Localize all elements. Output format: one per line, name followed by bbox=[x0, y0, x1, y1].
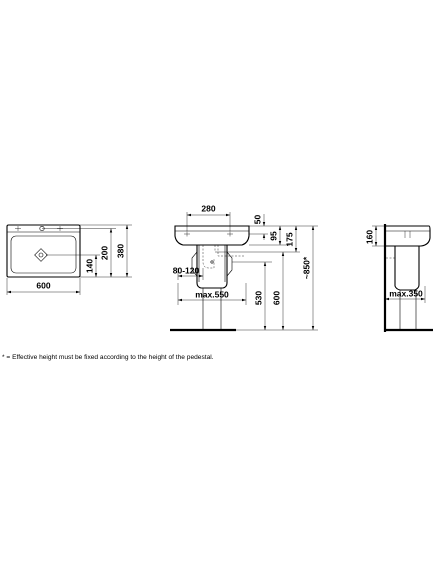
waste-offset-label: 80-120 bbox=[172, 265, 200, 276]
rim-to-waste-label: 175 bbox=[284, 232, 295, 247]
floor-to-inlet-dimension bbox=[254, 262, 267, 330]
waste-offset-dimension bbox=[173, 266, 203, 281]
tap-spacing-dimension bbox=[187, 204, 230, 232]
rim-to-tap-dimension bbox=[253, 214, 266, 240]
footnote: * = Effective height must be fixed according to the height of the pedestal. bbox=[2, 354, 214, 361]
rim-to-outlet-label: 95 bbox=[268, 231, 279, 241]
max-width-label: max.550 bbox=[195, 289, 229, 300]
front-view bbox=[170, 204, 318, 331]
rim-to-outlet-dimension bbox=[269, 226, 282, 245]
depth-label: 380 bbox=[115, 243, 126, 259]
tap-spacing-label: 280 bbox=[201, 203, 216, 214]
rim-to-tap-label: 50 bbox=[252, 214, 263, 225]
floor-to-rim-dimension bbox=[302, 226, 315, 330]
rim-to-waste-dimension bbox=[285, 226, 298, 252]
top-view bbox=[7, 225, 132, 295]
outlet-label: 140 bbox=[84, 258, 95, 274]
basin-front-outline bbox=[175, 226, 249, 245]
pedestal-outline bbox=[197, 245, 227, 288]
tap-to-outlet-dimension bbox=[100, 229, 113, 278]
depth-dimension bbox=[116, 225, 129, 277]
max-projection-label: max.350 bbox=[389, 288, 423, 299]
basin-side-outline bbox=[386, 226, 430, 246]
floor-to-waste-label: 600 bbox=[271, 290, 282, 306]
floor-to-inlet-label: 530 bbox=[253, 290, 264, 306]
basin-bowl-outline bbox=[11, 236, 76, 273]
max-width-dimension bbox=[178, 283, 246, 305]
width-label: 600 bbox=[36, 280, 51, 291]
max-projection-dimension bbox=[385, 286, 425, 303]
drain-icon bbox=[35, 249, 48, 262]
outlet-dimension bbox=[85, 255, 98, 277]
floor-to-rim-label: ~850* bbox=[301, 256, 312, 280]
bowl-height-dimension bbox=[365, 226, 386, 246]
bowl-height-label: 160 bbox=[364, 229, 375, 245]
front-tap-marks bbox=[184, 232, 233, 237]
floor-to-waste-dimension bbox=[272, 252, 285, 330]
pedestal-side-outline bbox=[395, 246, 419, 290]
tap-to-outlet-label: 200 bbox=[99, 245, 110, 261]
side-view bbox=[365, 224, 434, 332]
width-dimension bbox=[7, 278, 80, 295]
